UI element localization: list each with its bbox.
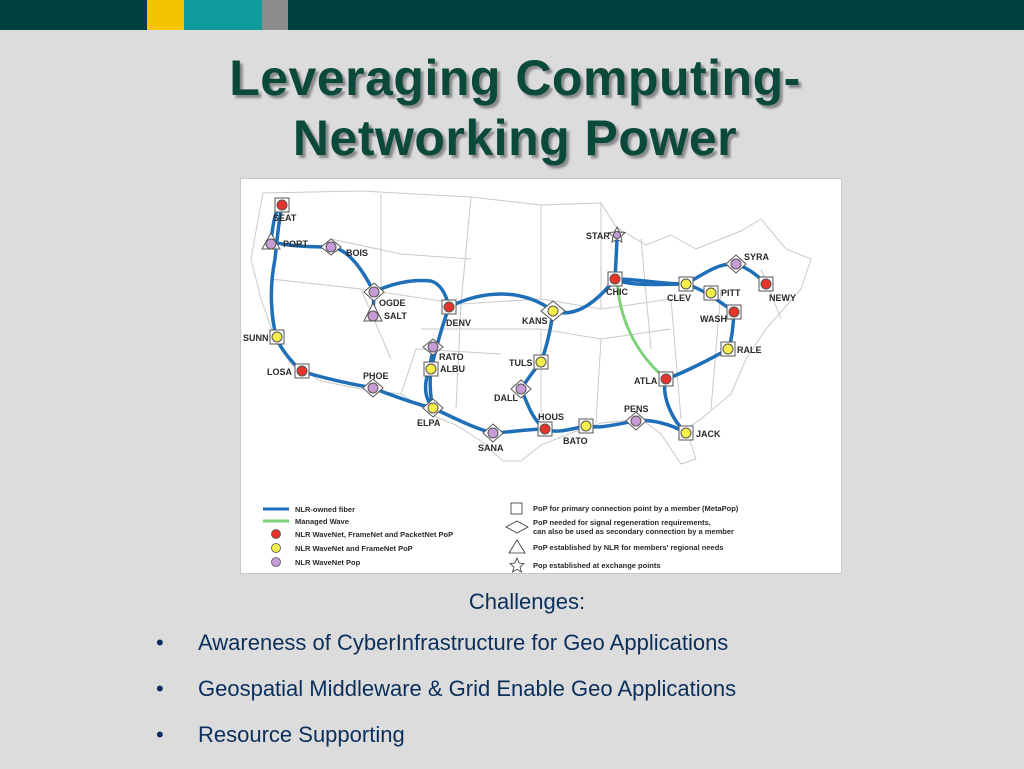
slide-title	[150, 48, 880, 168]
node-label-atla: ATLA	[634, 376, 658, 386]
node-label-rale: RALE	[737, 345, 762, 355]
challenges-list	[156, 631, 736, 769]
node-label-denv: DENV	[446, 318, 472, 328]
nlr-network-map	[240, 178, 842, 574]
node-label-dall: DALL	[494, 393, 518, 403]
accent-gray-block	[262, 0, 288, 30]
accent-yellow-block	[147, 0, 184, 30]
node-label-hous: HOUS	[538, 412, 565, 422]
node-label-bois: BOIS	[346, 248, 369, 258]
legend-square-label: PoP for primary connection point by a member (MetaPop)	[533, 504, 739, 513]
challenge-text-1: Awareness of CyberInfrastructure for Geo Applications	[198, 630, 729, 655]
challenge-text-3: Resource Supporting	[198, 722, 405, 747]
accent-teal-block	[184, 0, 262, 30]
challenge-text-2: Geospatial Middleware & Grid Enable Geo Applications	[198, 676, 737, 701]
node-label-pitt: PITT	[721, 288, 741, 298]
header-bar	[0, 0, 1024, 30]
node-label-clev: CLEV	[667, 293, 692, 303]
legend-wave-label: Managed Wave	[295, 517, 349, 526]
legend-yellow-label: NLR WaveNet and FrameNet PoP	[295, 544, 413, 553]
node-label-syra: SYRA	[744, 252, 770, 262]
node-label-elpa: ELPA	[417, 418, 441, 428]
legend-diamond-label-2: can also be used as secondary connection by a member	[533, 527, 734, 536]
node-label-wash: WASH	[700, 314, 727, 324]
node-label-newy: NEWY	[769, 293, 796, 303]
node-label-albu: ALBU	[440, 364, 465, 374]
title-line-1: Leveraging Computing-	[229, 50, 801, 106]
title-line-2: Networking Power	[292, 110, 738, 166]
node-label-jack: JACK	[696, 429, 721, 439]
bullet-dot: •	[156, 630, 164, 655]
us-map-background	[251, 191, 811, 464]
map-legend	[263, 503, 739, 572]
node-label-seat: SEAT	[273, 213, 297, 223]
node-label-ogde: OGDE	[379, 298, 406, 308]
challenge-item-1	[156, 631, 736, 655]
node-label-sana: SANA	[478, 443, 504, 453]
bullet-dot: •	[156, 722, 164, 747]
legend-red-label: NLR WaveNet, FrameNet and PacketNet PoP	[295, 530, 454, 539]
node-label-salt: SALT	[384, 311, 407, 321]
node-label-tuls: TULS	[509, 358, 533, 368]
legend-diamond-label-1: PoP needed for signal regeneration requirements,	[533, 518, 711, 527]
bullet-dot: •	[156, 676, 164, 701]
node-label-rato: RATO	[439, 352, 464, 362]
node-label-kans: KANS	[522, 316, 548, 326]
legend-triangle-label: PoP established by NLR for members' regional needs	[533, 543, 724, 552]
node-label-bato: BATO	[563, 436, 588, 446]
node-label-pens: PENS	[624, 404, 649, 414]
node-label-port: PORT	[283, 239, 309, 249]
legend-star-label: Pop established at exchange points	[533, 561, 661, 570]
node-label-chic: CHIC	[606, 287, 628, 297]
node-label-star: STAR	[586, 231, 610, 241]
node-label-losa: LOSA	[267, 367, 293, 377]
challenges-heading: Challenges:	[468, 589, 586, 614]
legend-purple-label: NLR WaveNet Pop	[295, 558, 361, 567]
node-label-phoe: PHOE	[363, 371, 389, 381]
challenge-item-2	[156, 677, 736, 701]
legend-fiber-label: NLR-owned fiber	[295, 505, 355, 514]
challenge-item-3	[156, 723, 736, 747]
node-label-sunn: SUNN	[243, 333, 269, 343]
